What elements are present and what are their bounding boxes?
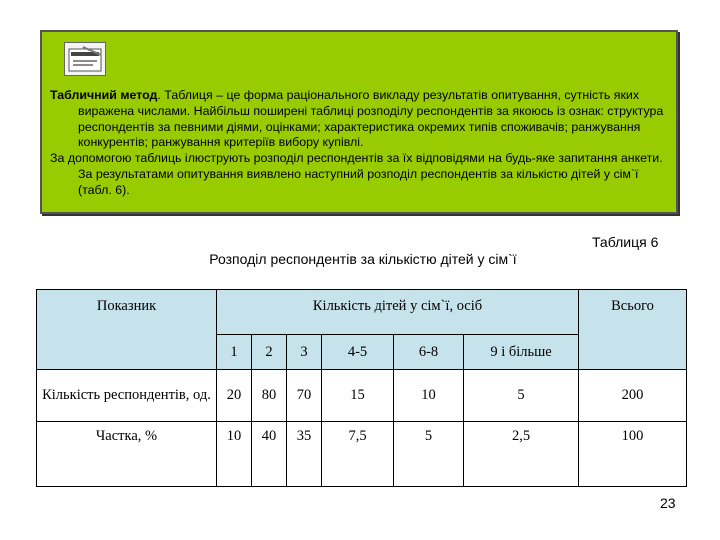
- table-row: [37, 370, 687, 421]
- definition-box: [40, 30, 678, 214]
- table-cell: 20: [217, 370, 252, 421]
- subheader-cell: 1: [217, 335, 252, 370]
- intro-paragraph-1-text: . Таблиця – це форма раціонального викладу результатів опитування, сутність яких виражена числами. Найбільш поширені таблиці розподілу респондентів за якоюсь із ознак: структура респондентів за певними діями, оцінками; характеристика окремих типів споживачів; ранжування конкурентів; ранжування критеріїв вибору купівлі.: [78, 88, 664, 150]
- header-children: Кількість дітей у сім`ї, осіб: [217, 290, 579, 335]
- table-cell: 10: [394, 370, 464, 421]
- row-label: Частка, %: [37, 421, 217, 486]
- row-label: Кількість респондентів, од.: [37, 370, 217, 421]
- table-cell: 7,5: [322, 421, 394, 486]
- header-row: [37, 290, 687, 335]
- row-total: 200: [579, 370, 687, 421]
- page-number: 23: [660, 495, 676, 511]
- intro-lead: Табличний метод: [50, 88, 158, 102]
- table-cell: 40: [252, 421, 287, 486]
- subheader-cell: 4-5: [322, 335, 394, 370]
- slide-icon: [64, 42, 106, 76]
- subheader-cell: 3: [287, 335, 322, 370]
- subheader-cell: 2: [252, 335, 287, 370]
- table-cell: 5: [394, 421, 464, 486]
- table-cell: 5: [464, 370, 579, 421]
- table-cell: 15: [322, 370, 394, 421]
- intro-text: [50, 88, 670, 199]
- distribution-table: [36, 289, 687, 487]
- table-row: [37, 421, 687, 486]
- row-total: 100: [579, 421, 687, 486]
- table-cell: 10: [217, 421, 252, 486]
- table-label: Таблиця 6: [592, 234, 659, 250]
- table-cell: 70: [287, 370, 322, 421]
- header-total: Всього: [579, 290, 687, 370]
- subheader-cell: 6-8: [394, 335, 464, 370]
- header-indicator: Показник: [37, 290, 217, 370]
- intro-paragraph-2: За допомогою таблиць ілюструють розподіл респондентів за їх відповідями на будь-яке запитання анкети. За результатами опитування виявлено наступний розподіл респондентів за кількістю дітей у сім`ї (табл. 6).: [50, 151, 663, 197]
- subheader-cell: 9 і більше: [464, 335, 579, 370]
- table-title: Розподіл респондентів за кількістю дітей у сім`ї: [209, 251, 517, 267]
- table-title-wrap: [0, 251, 720, 267]
- table-cell: 2,5: [464, 421, 579, 486]
- intro-paragraph-1: [50, 88, 670, 151]
- table-cell: 80: [252, 370, 287, 421]
- table-cell: 35: [287, 421, 322, 486]
